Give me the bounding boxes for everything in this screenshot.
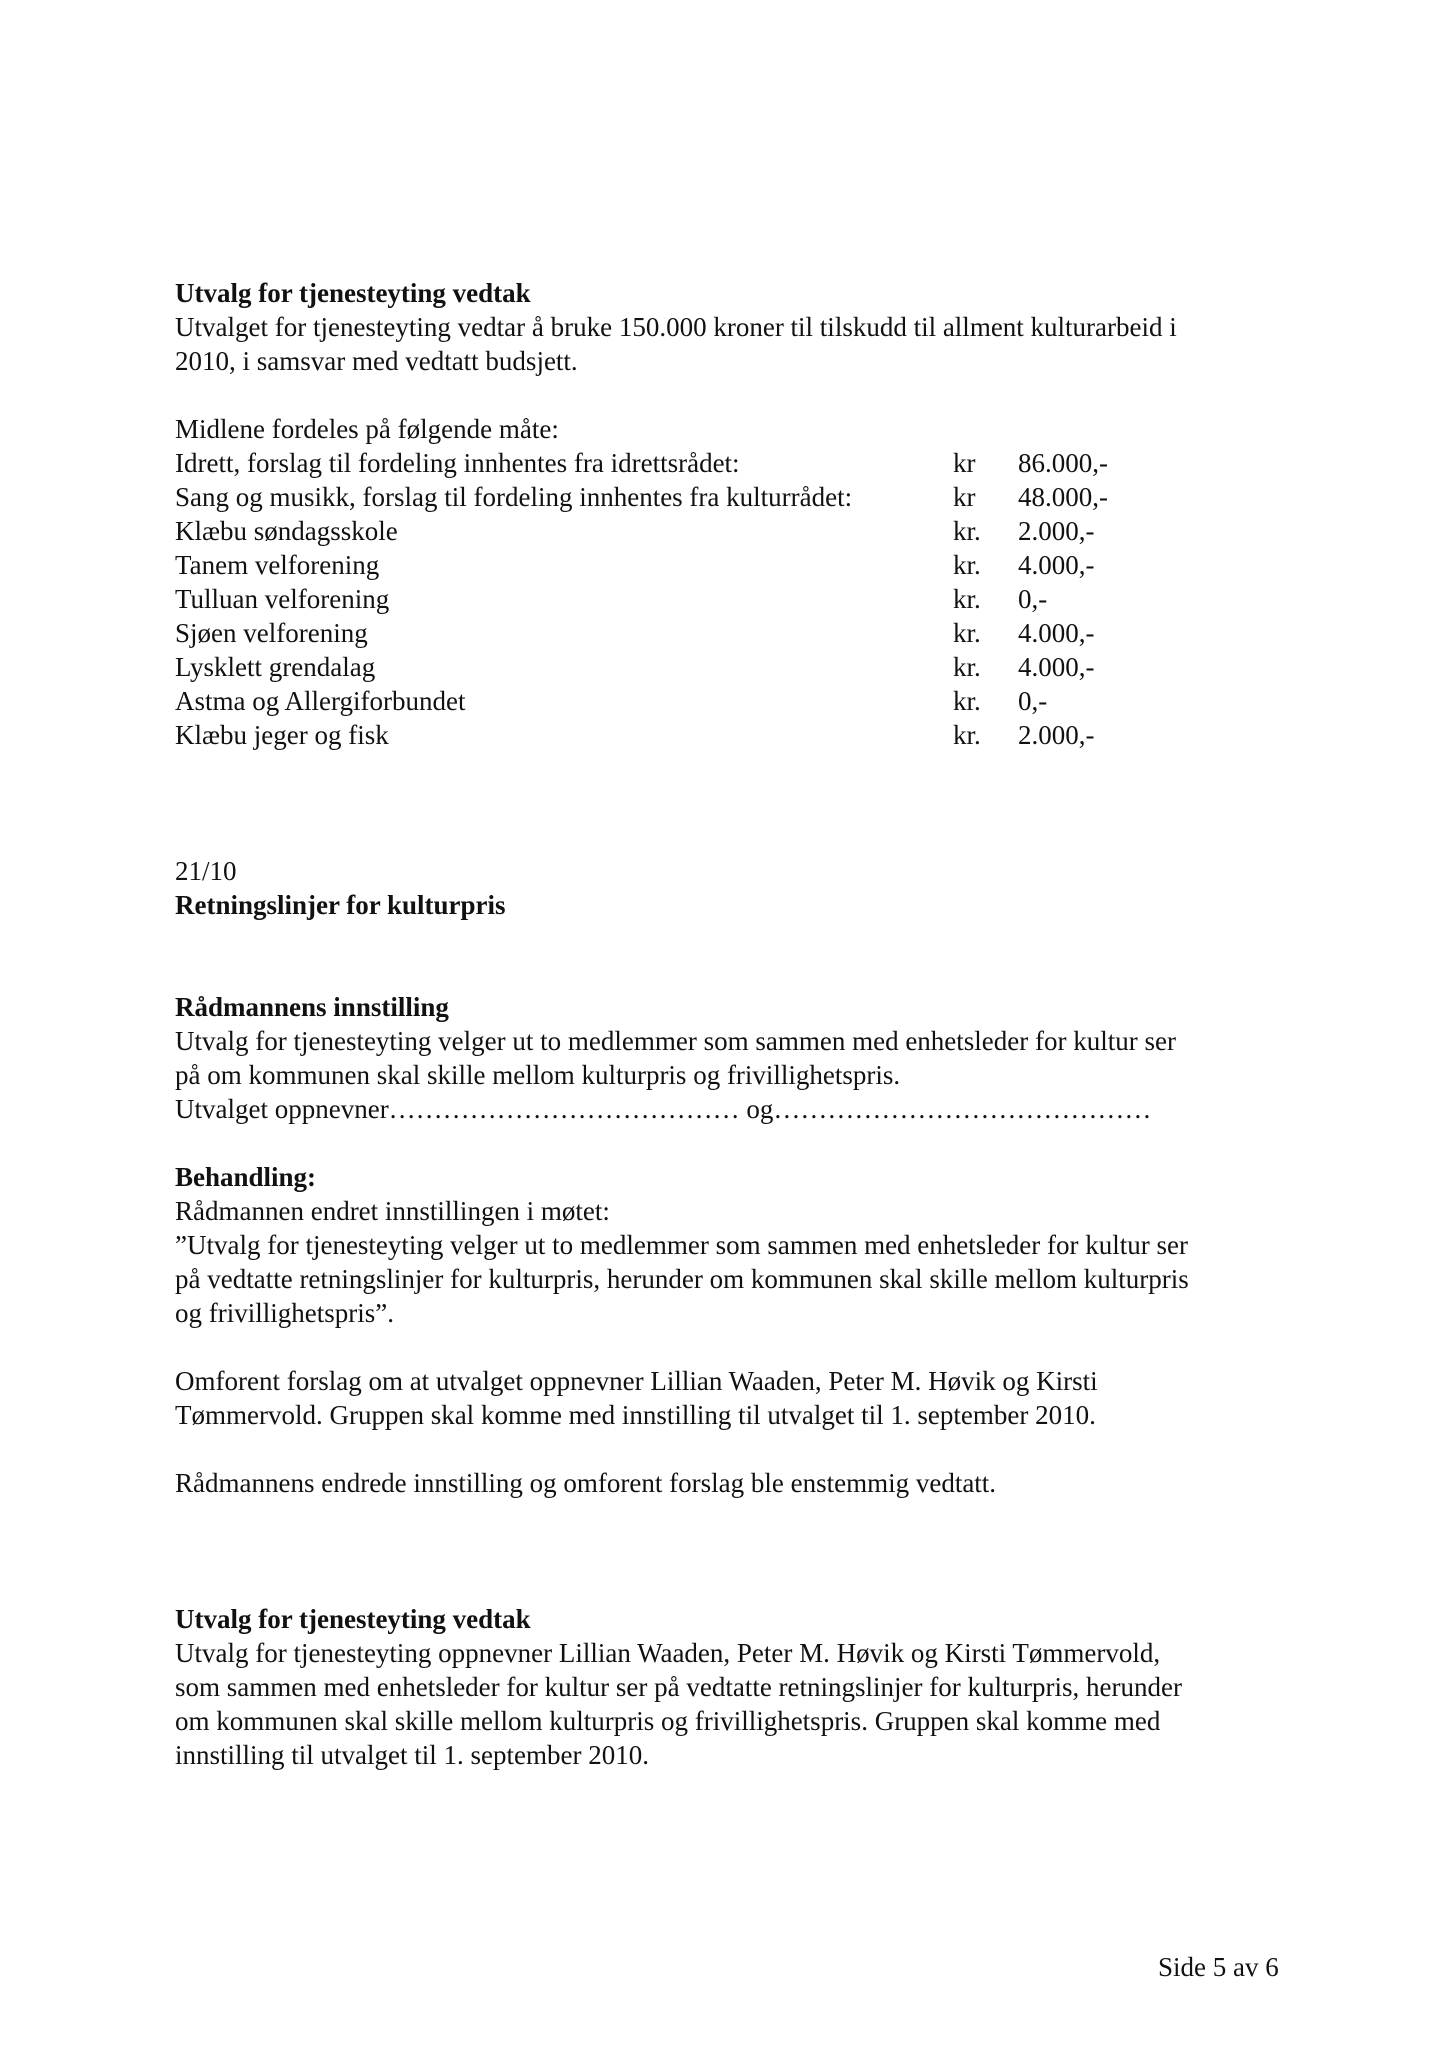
case-title: Retningslinjer for kulturpris — [175, 890, 506, 920]
currency-unit: kr — [953, 448, 976, 478]
distribution-row — [175, 514, 1295, 548]
vedtak-text-line: innstilling til utvalget til 1. september 2010. — [175, 1740, 649, 1770]
distribution-row — [175, 582, 1295, 616]
currency-unit: kr. — [953, 584, 981, 614]
grant-amount: 86.000,- — [1018, 448, 1108, 478]
treatment-result: Rådmannens endrede innstilling og omforent forslag ble enstemmig vedtatt. — [175, 1468, 997, 1498]
distribution-row — [175, 446, 1295, 480]
vedtak-heading-2: Utvalg for tjenesteyting vedtak — [175, 1604, 531, 1634]
vedtak-text-line: om kommunen skal skille mellom kulturpris og frivillighetspris. Gruppen skal komme med — [175, 1706, 1161, 1736]
recipient-name: Sang og musikk, forslag til fordeling innhentes fra kulturrådet: — [175, 482, 853, 512]
grant-amount: 4.000,- — [1018, 550, 1095, 580]
vedtak-text-line: som sammen med enhetsleder for kultur ser på vedtatte retningslinjer for kulturpris, herunder — [175, 1672, 1182, 1702]
treatment-line: på vedtatte retningslinjer for kulturpris, herunder om kommunen skal skille mellom kulturpris — [175, 1264, 1189, 1294]
distribution-row — [175, 480, 1295, 514]
treatment-heading: Behandling: — [175, 1162, 317, 1192]
recipient-name: Sjøen velforening — [175, 618, 368, 648]
recipient-name: Tulluan velforening — [175, 584, 390, 614]
recommendation-line: Utvalg for tjenesteyting velger ut to medlemmer som sammen med enhetsleder for kultur ser — [175, 1026, 1176, 1056]
grant-amount: 0,- — [1018, 584, 1048, 614]
treatment-line: Rådmannen endret innstillingen i møtet: — [175, 1196, 610, 1226]
proposal-line: Tømmervold. Gruppen skal komme med innstilling til utvalget til 1. september 2010. — [175, 1400, 1096, 1430]
grant-amount: 0,- — [1018, 686, 1048, 716]
vedtak-heading-1: Utvalg for tjenesteyting vedtak — [175, 278, 531, 308]
treatment-line: ”Utvalg for tjenesteyting velger ut to medlemmer som sammen med enhetsleder for kultur ser — [175, 1230, 1188, 1260]
recipient-name: Klæbu jeger og fisk — [175, 720, 389, 750]
distribution-row — [175, 718, 1295, 752]
grant-amount: 2.000,- — [1018, 720, 1095, 750]
proposal-line: Omforent forslag om at utvalget oppnevner Lillian Waaden, Peter M. Høvik og Kirsti — [175, 1366, 1098, 1396]
recommendation-line: på om kommunen skal skille mellom kulturpris og frivillighetspris. — [175, 1060, 901, 1090]
grant-amount: 2.000,- — [1018, 516, 1095, 546]
distribution-intro: Midlene fordeles på følgende måte: — [175, 414, 559, 444]
distribution-row — [175, 684, 1295, 718]
currency-unit: kr. — [953, 516, 981, 546]
distribution-table — [175, 446, 1295, 752]
recipient-name: Klæbu søndagsskole — [175, 516, 398, 546]
currency-unit: kr. — [953, 652, 981, 682]
vedtak-text-line: Utvalget for tjenesteyting vedtar å bruke 150.000 kroner til tilskudd til allment kulturarbeid i — [175, 312, 1177, 342]
page-number: Side 5 av 6 — [1158, 1952, 1279, 1982]
vedtak-text-line: Utvalg for tjenesteyting oppnevner Lillian Waaden, Peter M. Høvik og Kirsti Tømmervold, — [175, 1638, 1161, 1668]
currency-unit: kr. — [953, 618, 981, 648]
grant-amount: 4.000,- — [1018, 618, 1095, 648]
currency-unit: kr — [953, 482, 976, 512]
grant-amount: 4.000,- — [1018, 652, 1095, 682]
recipient-name: Lysklett grendalag — [175, 652, 376, 682]
recipient-name: Astma og Allergiforbundet — [175, 686, 466, 716]
recommendation-line: Utvalget oppnevner………………………………… og…………………………………… — [175, 1094, 1152, 1124]
distribution-row — [175, 616, 1295, 650]
recipient-name: Tanem velforening — [175, 550, 380, 580]
vedtak-text-line: 2010, i samsvar med vedtatt budsjett. — [175, 346, 578, 376]
currency-unit: kr. — [953, 686, 981, 716]
document-page — [175, 276, 1295, 1772]
distribution-row — [175, 548, 1295, 582]
recipient-name: Idrett, forslag til fordeling innhentes fra idrettsrådet: — [175, 448, 740, 478]
case-number: 21/10 — [175, 856, 237, 886]
currency-unit: kr. — [953, 550, 981, 580]
grant-amount: 48.000,- — [1018, 482, 1108, 512]
currency-unit: kr. — [953, 720, 981, 750]
recommendation-heading: Rådmannens innstilling — [175, 992, 449, 1022]
distribution-row — [175, 650, 1295, 684]
treatment-line: og frivillighetspris”. — [175, 1298, 394, 1328]
